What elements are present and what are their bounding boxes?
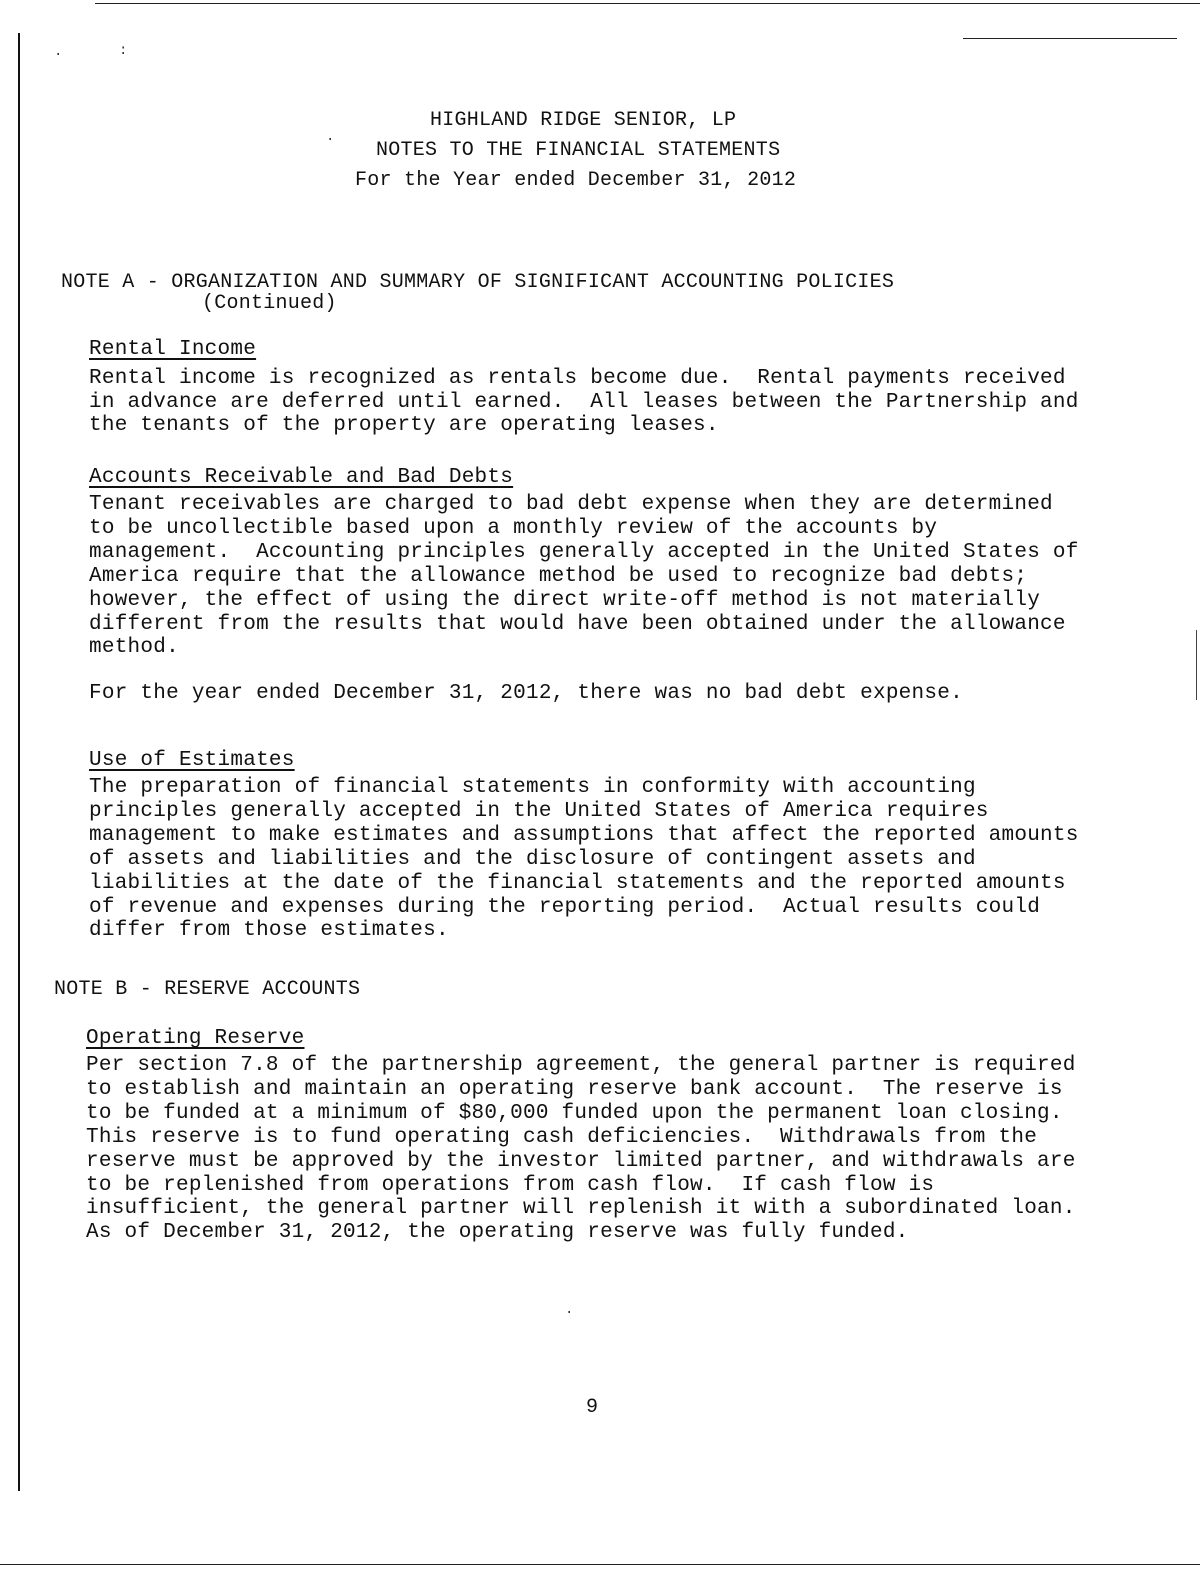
operating-reserve-heading: Operating Reserve — [86, 1027, 305, 1050]
page-number: 9 — [586, 1396, 599, 1419]
accounts-receivable-line: America require that the allowance method be used to recognize bad debts; — [89, 565, 1028, 588]
estimates-line: principles generally accepted in the United States of America requires — [89, 800, 989, 823]
operating-reserve-line: to establish and maintain an operating reserve bank account. The reserve is — [86, 1078, 1063, 1101]
operating-reserve-line: reserve must be approved by the investor limited partner, and withdrawals are — [86, 1150, 1076, 1173]
document-title: NOTES TO THE FINANCIAL STATEMENTS — [376, 139, 781, 162]
accounts-receivable-line: management. Accounting principles generally accepted in the United States of — [89, 541, 1079, 564]
accounts-receivable-line: to be uncollectible based upon a monthly review of the accounts by — [89, 517, 938, 540]
note-a-continued: (Continued) — [202, 292, 337, 315]
estimates-line: of revenue and expenses during the reporting period. Actual results could — [89, 896, 1041, 919]
scan-speck: · — [54, 47, 63, 63]
rental-income-heading: Rental Income — [89, 338, 257, 361]
estimates-line: management to make estimates and assumptions that affect the reported amounts — [89, 824, 1079, 847]
scan-top-right-rule — [963, 38, 1177, 39]
operating-reserve-line: Per section 7.8 of the partnership agreement, the general partner is required — [86, 1054, 1076, 1077]
scan-speck: · — [326, 132, 335, 148]
entity-name: HIGHLAND RIDGE SENIOR, LP — [430, 109, 737, 132]
scan-top-rule — [95, 3, 1200, 4]
note-a-title: NOTE A - ORGANIZATION AND SUMMARY OF SIGNIFICANT ACCOUNTING POLICIES — [61, 271, 895, 294]
accounts-receivable-heading: Accounts Receivable and Bad Debts — [89, 466, 514, 489]
note-b-title: NOTE B - RESERVE ACCOUNTS — [54, 978, 361, 1001]
operating-reserve-line: to be funded at a minimum of $80,000 funded upon the permanent loan closing. — [86, 1102, 1063, 1125]
estimates-line: The preparation of financial statements in conformity with accounting — [89, 776, 976, 799]
estimates-heading: Use of Estimates — [89, 749, 295, 772]
estimates-line: liabilities at the date of the financial statements and the reported amounts — [89, 872, 1066, 895]
accounts-receivable-line: however, the effect of using the direct write-off method is not materially — [89, 589, 1041, 612]
period-line: For the Year ended December 31, 2012 — [355, 169, 797, 192]
bad-debt-expense-note: For the year ended December 31, 2012, there was no bad debt expense. — [89, 682, 963, 705]
scan-speck: : — [119, 43, 128, 59]
scan-left-edge — [18, 33, 20, 1491]
scan-bottom-rule — [0, 1564, 1200, 1565]
scan-right-edge-mark — [1196, 630, 1197, 700]
rental-income-line: the tenants of the property are operating leases. — [89, 414, 719, 437]
estimates-line: of assets and liabilities and the disclosure of contingent assets and — [89, 848, 976, 871]
accounts-receivable-line: method. — [89, 636, 179, 659]
operating-reserve-line: As of December 31, 2012, the operating reserve was fully funded. — [86, 1221, 909, 1244]
operating-reserve-line: to be replenished from operations from cash flow. If cash flow is — [86, 1174, 935, 1197]
scan-speck: · — [565, 1305, 574, 1321]
accounts-receivable-line: different from the results that would have been obtained under the allowance — [89, 613, 1066, 636]
operating-reserve-line: insufficient, the general partner will replenish it with a subordinated loan. — [86, 1197, 1076, 1220]
accounts-receivable-line: Tenant receivables are charged to bad debt expense when they are determined — [89, 493, 1053, 516]
estimates-line: differ from those estimates. — [89, 919, 449, 942]
operating-reserve-line: This reserve is to fund operating cash deficiencies. Withdrawals from the — [86, 1126, 1038, 1149]
rental-income-line: in advance are deferred until earned. All leases between the Partnership and — [89, 391, 1079, 414]
rental-income-line: Rental income is recognized as rentals become due. Rental payments received — [89, 367, 1066, 390]
